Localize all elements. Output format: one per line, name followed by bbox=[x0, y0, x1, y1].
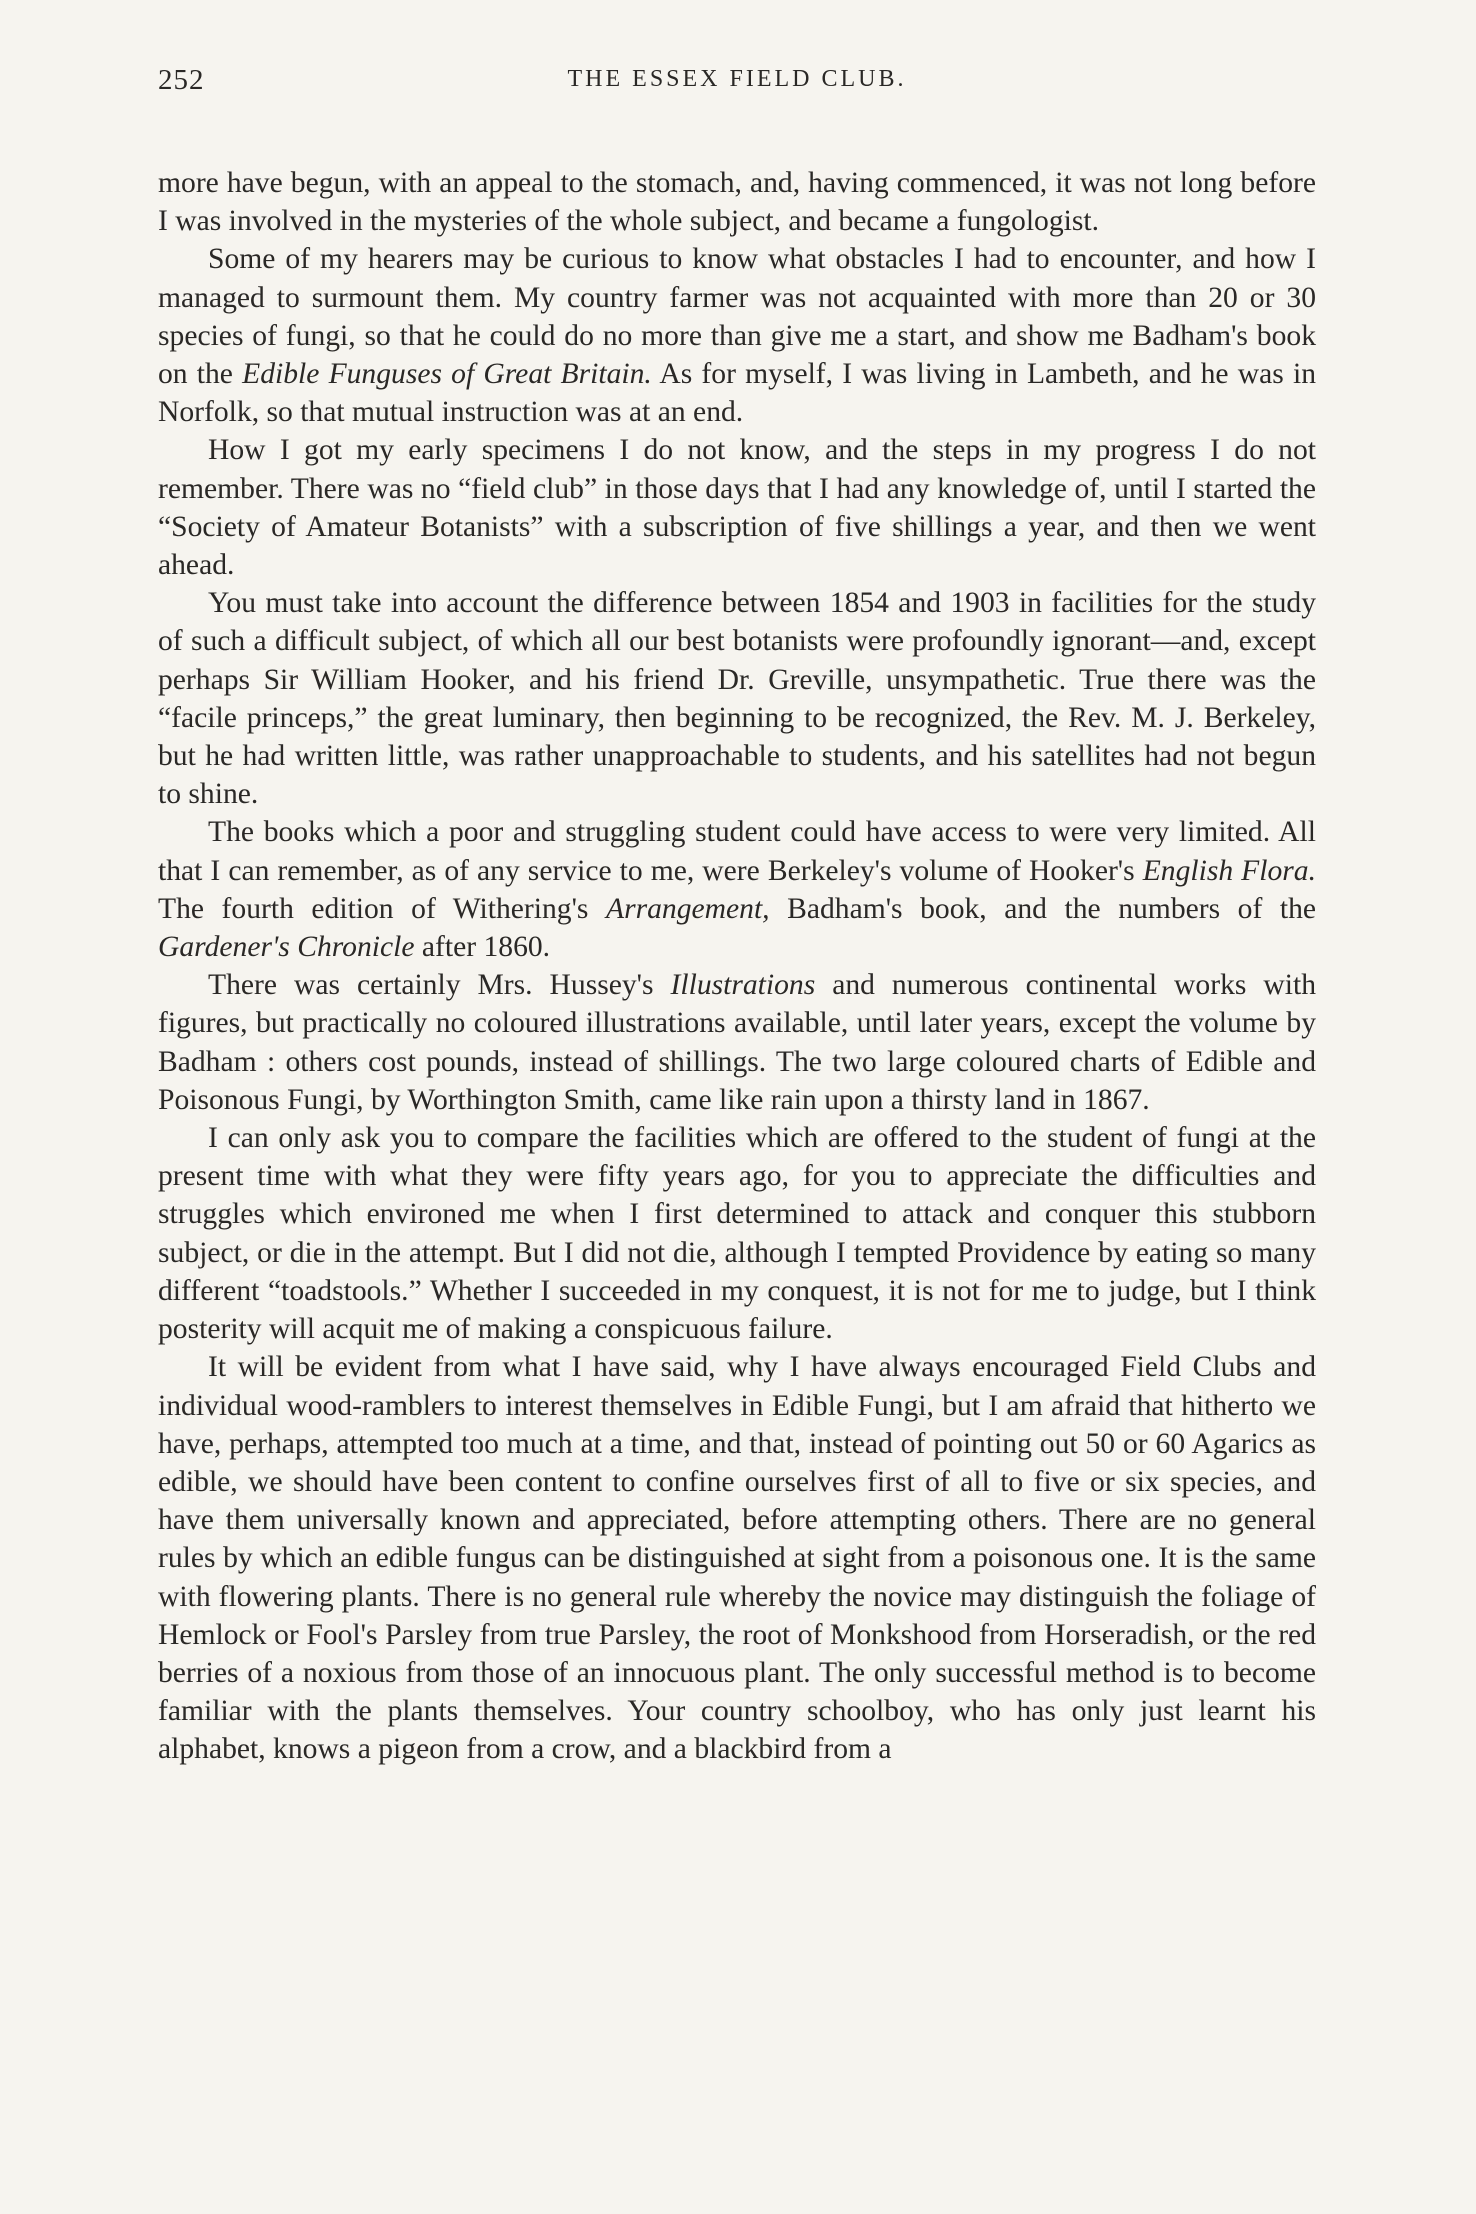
running-header bbox=[158, 64, 1316, 104]
italic-title: Edible Funguses of Great Britain. bbox=[242, 358, 652, 391]
italic-title: Illustrations bbox=[670, 969, 816, 1002]
paragraph bbox=[158, 431, 1316, 584]
text-run: more have begun, with an appeal to the stomach, and, having commenced, it was not long before I was involved in the mysteries of the whole subject, and became a fungologist. bbox=[158, 167, 1316, 238]
paragraph bbox=[158, 966, 1316, 1119]
body-text bbox=[158, 164, 1316, 1769]
text-run: As for myself, I was living in Lambeth, and he was in Norfolk, so that mutual instruction was at an end. bbox=[158, 358, 1316, 429]
paragraph bbox=[158, 240, 1316, 431]
italic-title: Gardener's Chronicle bbox=[158, 931, 415, 964]
italic-title: Arrangement, bbox=[606, 892, 770, 925]
paragraph bbox=[158, 813, 1316, 966]
text-run: The fourth edition of Withering's bbox=[158, 892, 606, 925]
text-run: Badham's book, and the numbers of the bbox=[769, 892, 1317, 925]
paragraph bbox=[158, 584, 1316, 813]
book-page bbox=[158, 64, 1316, 1769]
text-run: after 1860. bbox=[414, 931, 551, 964]
paragraph bbox=[158, 1348, 1316, 1768]
text-run: You must take into account the difference between 1854 and 1903 in facilities for the study of such a difficult subject, of which all our best botanists were profoundly ignorant—and, except perhaps Sir William Hooker, and his friend Dr. Greville, unsympathetic. True there was the “facile princeps,” the great luminary, then beginning to be recognized, the Rev. M. J. Berkeley, but he had written little, was rather unapproachable to students, and his satellites had not begun to shine. bbox=[158, 587, 1316, 811]
text-run: and numerous continental works with figures, but practically no coloured illustrations available, until later years, except the volume by Badham : others cost pounds, instead of shillings. The two large coloured charts of Edible and Poisonous Fungi, by Worthington Smith, came like rain upon a thirsty land in 1867. bbox=[158, 969, 1316, 1116]
paragraph bbox=[158, 164, 1316, 240]
paragraph bbox=[158, 1119, 1316, 1348]
text-run: It will be evident from what I have said, why I have always encouraged Field Clubs and individual wood-ramblers to interest themselves in Edible Fungi, but I am afraid that hitherto we have, perhaps, attempted too much at a time, and that, instead of pointing out 50 or 60 Agarics as edible, we should have been content to confine ourselves first of all to five or six species, and have them universally known and appreciated, before attempting others. There are no general rules by which an edible fungus can be distinguished at sight from a poisonous one. It is the same with flowering plants. There is no general rule whereby the novice may distinguish the foliage of Hemlock or Fool's Parsley from true Parsley, the root of Monkshood from Horseradish, or the red berries of a noxious from those of an innocuous plant. The only successful method is to become familiar with the plants themselves. Your country schoolboy, who has only just learnt his alphabet, knows a pigeon from a crow, and a blackbird from a bbox=[158, 1351, 1316, 1766]
text-run: How I got my early specimens I do not know, and the steps in my progress I do not remember. There was no “field club” in those days that I had any knowledge of, until I started the “Society of Amateur Botanists” with a subscription of five shillings a year, and then we went ahead. bbox=[158, 434, 1316, 582]
text-run: There was certainly Mrs. Hussey's bbox=[208, 969, 671, 1002]
italic-title: English Flora. bbox=[1142, 854, 1316, 887]
text-run: I can only ask you to compare the facilities which are offered to the student of fungi at the present time with what they were fifty years ago, for you to appreciate the difficulties and struggles which environed me when I first determined to attack and conquer this stubborn subject, or die in the attempt. But I did not die, although I tempted Providence by eating so many different “toadstools.” Whether I succeeded in my conquest, it is not for me to judge, but I think posterity will acquit me of making a conspicuous failure. bbox=[158, 1122, 1316, 1346]
page-number: 252 bbox=[158, 64, 205, 96]
text-run: Some of my hearers may be curious to know what obstacles I had to encounter, and how I managed to surmount them. My country farmer was not acquainted with more than 20 or 30 species of fungi, so that he could do no more than give me a start, and show me Badham's book on the bbox=[158, 243, 1316, 391]
text-run: The books which a poor and struggling student could have access to were very limited. All that I can remember, as of any service to me, were Berkeley's volume of Hooker's bbox=[158, 816, 1316, 887]
running-title: THE ESSEX FIELD CLUB. bbox=[567, 66, 907, 92]
